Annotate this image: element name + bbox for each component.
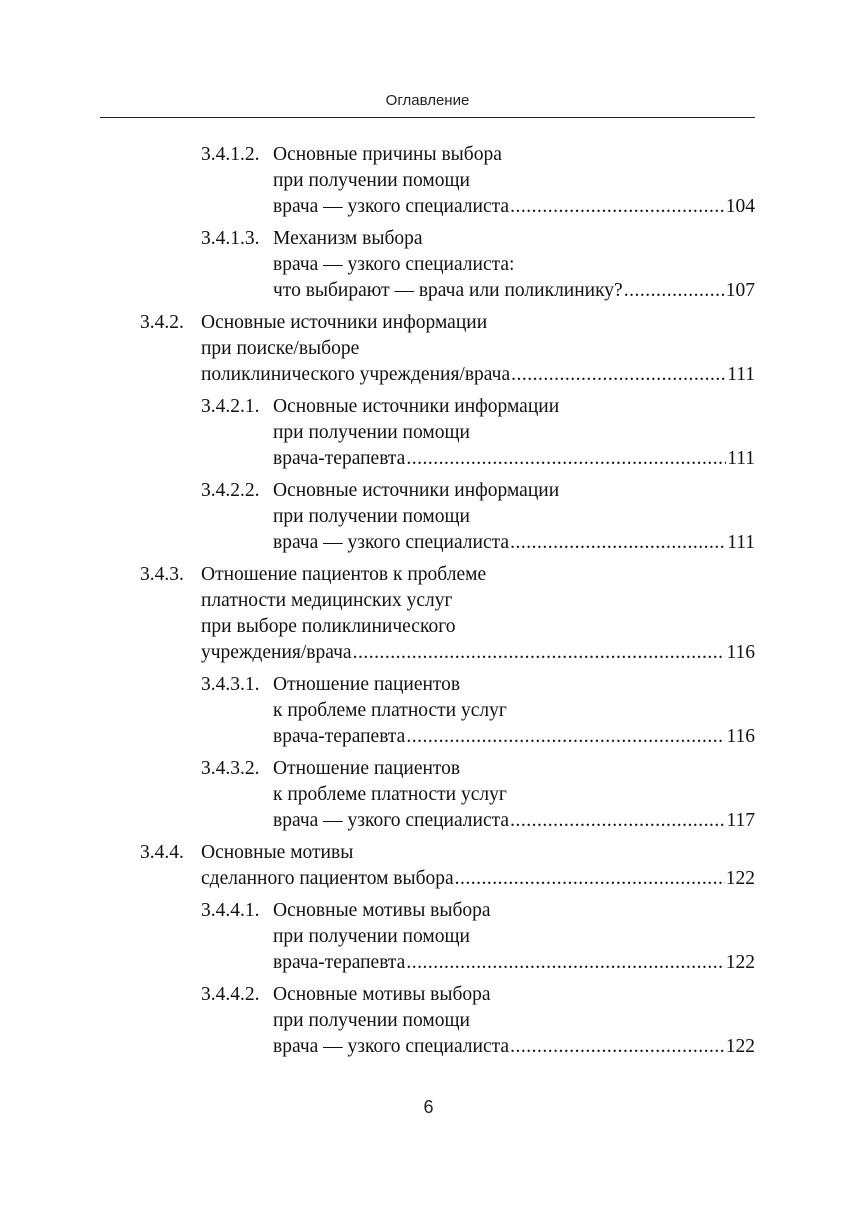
toc-entry-line: врача — узкого специалиста: bbox=[273, 254, 515, 275]
dot-leader bbox=[510, 808, 725, 834]
toc-entry-number: 3.4.1.2. bbox=[201, 144, 260, 165]
toc-entry-number: 3.4.2.1. bbox=[201, 396, 260, 417]
toc-entry-line: врача-терапевта bbox=[273, 448, 406, 469]
toc-entry-line: к проблеме платности услуг bbox=[273, 784, 507, 805]
toc-entry bbox=[0, 756, 857, 834]
toc-entry-page: 111 bbox=[727, 532, 755, 553]
toc-entry-line: при получении помощи bbox=[273, 506, 470, 527]
toc-entry-line: Основные мотивы выбора bbox=[273, 984, 491, 1005]
toc-entry bbox=[0, 310, 857, 388]
toc-entry-page: 122 bbox=[725, 868, 755, 889]
page-number: 6 bbox=[423, 1097, 434, 1117]
toc-entry-line: врача — узкого специалиста bbox=[273, 1036, 510, 1057]
toc-entry-line: к проблеме платности услуг bbox=[273, 700, 507, 721]
toc-entry-number: 3.4.4.2. bbox=[201, 984, 260, 1005]
dot-leader bbox=[353, 640, 726, 666]
toc-entry-line: при получении помощи bbox=[273, 926, 470, 947]
toc-entry-line: при выборе поликлинического bbox=[201, 616, 456, 637]
toc-entry-page: 122 bbox=[725, 1036, 755, 1057]
running-header: Оглавление bbox=[385, 92, 470, 109]
dot-leader bbox=[624, 278, 725, 304]
dot-leader bbox=[510, 1034, 725, 1060]
toc-entry bbox=[0, 226, 857, 304]
toc-entry-line: Механизм выбора bbox=[273, 228, 423, 249]
toc-entry-number: 3.4.4.1. bbox=[201, 900, 260, 921]
toc-entry-line: Основные причины выбора bbox=[273, 144, 502, 165]
toc-entry-number: 3.4.3.2. bbox=[201, 758, 260, 779]
toc-entry-number: 3.4.2. bbox=[140, 312, 184, 333]
toc-entry-number: 3.4.3. bbox=[140, 564, 184, 585]
toc-entry bbox=[0, 562, 857, 666]
toc-entry-line: врача — узкого специалиста bbox=[273, 810, 510, 831]
toc-entry-line: при получении помощи bbox=[273, 422, 470, 443]
toc-entry-line: Основные мотивы выбора bbox=[273, 900, 491, 921]
toc-entry-line: Основные мотивы bbox=[201, 842, 354, 863]
dot-leader bbox=[406, 446, 726, 472]
toc-entry bbox=[0, 478, 857, 556]
dot-leader bbox=[455, 866, 725, 892]
toc-entry bbox=[0, 840, 857, 892]
toc-entry-page: 104 bbox=[725, 196, 755, 217]
dot-leader bbox=[406, 724, 725, 750]
toc-entry bbox=[0, 672, 857, 750]
toc-entry-line: при поиске/выборе bbox=[201, 338, 360, 359]
toc-entry-line: Отношение пациентов bbox=[273, 674, 461, 695]
toc-entry-page: 122 bbox=[725, 952, 755, 973]
toc-entry-number: 3.4.2.2. bbox=[201, 480, 260, 501]
header-rule bbox=[100, 117, 755, 118]
toc-entry-line: сделанного пациентом выбора bbox=[201, 868, 454, 889]
toc-entry-number: 3.4.3.1. bbox=[201, 674, 260, 695]
toc-entry-page: 116 bbox=[726, 726, 755, 747]
dot-leader bbox=[511, 362, 726, 388]
toc-entry bbox=[0, 982, 857, 1060]
toc-entry bbox=[0, 142, 857, 220]
toc-entry-line: при получении помощи bbox=[273, 170, 470, 191]
toc-entry-line: учреждения/врача bbox=[201, 642, 352, 663]
toc-entry-page: 116 bbox=[726, 642, 755, 663]
dot-leader bbox=[510, 530, 726, 556]
toc-entry-line: Основные источники информации bbox=[201, 312, 488, 333]
toc-entry-line: врача-терапевта bbox=[273, 952, 406, 973]
toc-entry bbox=[0, 898, 857, 976]
toc-entry-page: 111 bbox=[727, 364, 755, 385]
toc-entry-line: поликлинического учреждения/врача bbox=[201, 364, 511, 385]
toc-entry-number: 3.4.1.3. bbox=[201, 228, 260, 249]
toc-entry-line: врача — узкого специалиста bbox=[273, 196, 510, 217]
toc-entry bbox=[0, 394, 857, 472]
dot-leader bbox=[510, 194, 725, 220]
toc-entry-line: Основные источники информации bbox=[273, 480, 560, 501]
toc-entry-page: 117 bbox=[726, 810, 755, 831]
table-of-contents bbox=[0, 142, 857, 1066]
toc-entry-line: Отношение пациентов к проблеме bbox=[201, 564, 487, 585]
toc-entry-line: врача-терапевта bbox=[273, 726, 406, 747]
toc-entry-line: Основные источники информации bbox=[273, 396, 560, 417]
toc-entry-line: при получении помощи bbox=[273, 1010, 470, 1031]
toc-entry-page: 107 bbox=[725, 280, 755, 301]
dot-leader bbox=[406, 950, 724, 976]
toc-entry-page: 111 bbox=[727, 448, 755, 469]
toc-entry-number: 3.4.4. bbox=[140, 842, 184, 863]
toc-entry-line: Отношение пациентов bbox=[273, 758, 461, 779]
toc-entry-line: врача — узкого специалиста bbox=[273, 532, 510, 553]
toc-entry-line: платности медицинских услуг bbox=[201, 590, 453, 611]
toc-entry-line: что выбирают — врача или поликлинику? bbox=[273, 280, 623, 301]
